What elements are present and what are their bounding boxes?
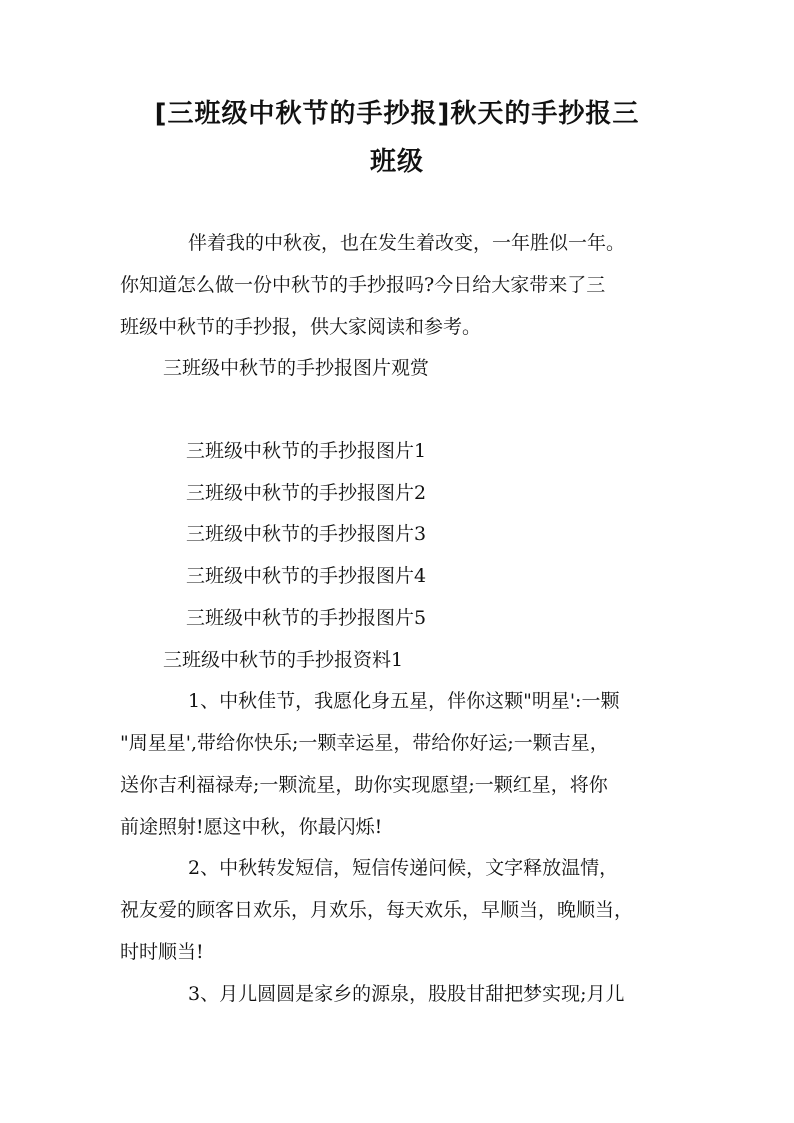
gallery-item-2: 三班级中秋节的手抄报图片2 — [186, 482, 427, 504]
document-title-line-1: [三班级中秋节的手抄报]秋天的手抄报三 — [154, 99, 640, 129]
para3-line-1: 3、月儿圆圆是家乡的源泉，股股甘甜把梦实现;月儿 — [188, 983, 625, 1005]
gallery-item-3: 三班级中秋节的手抄报图片3 — [186, 523, 427, 545]
intro-line-2: 你知道怎么做一份中秋节的手抄报吗?今日给大家带来了三 — [120, 274, 606, 296]
document-title-line-2: 班级 — [369, 147, 424, 177]
gallery-item-1: 三班级中秋节的手抄报图片1 — [186, 440, 427, 462]
gallery-item-4: 三班级中秋节的手抄报图片4 — [186, 565, 427, 587]
gallery-item-5: 三班级中秋节的手抄报图片5 — [186, 607, 427, 629]
gallery-heading: 三班级中秋节的手抄报图片观赏 — [163, 357, 430, 379]
para2-line-1: 2、中秋转发短信，短信传递问候，文字释放温情， — [188, 857, 619, 879]
para1-line-4: 前途照射!愿这中秋，你最闪烁! — [120, 816, 383, 838]
para1-line-1: 1、中秋佳节，我愿化身五星，伴你这颗"明星':一颗 — [188, 690, 620, 712]
material-heading: 三班级中秋节的手抄报资料1 — [163, 649, 404, 671]
para1-line-2: "周星星',带给你快乐;一颗幸运星，带给你好运;一颗吉星， — [120, 732, 609, 754]
para2-line-2: 祝友爱的顾客日欢乐，月欢乐，每天欢乐，早顺当，晚顺当， — [120, 899, 634, 921]
para2-line-3: 时时顺当! — [120, 941, 204, 963]
intro-line-1: 伴着我的中秋夜，也在发生着改变，一年胜似一年。 — [188, 232, 626, 254]
para1-line-3: 送你吉利福禄寿;一颗流星，助你实现愿望;一颗红星，将你 — [120, 774, 608, 796]
intro-line-3: 班级中秋节的手抄报，供大家阅读和参考。 — [120, 316, 482, 338]
